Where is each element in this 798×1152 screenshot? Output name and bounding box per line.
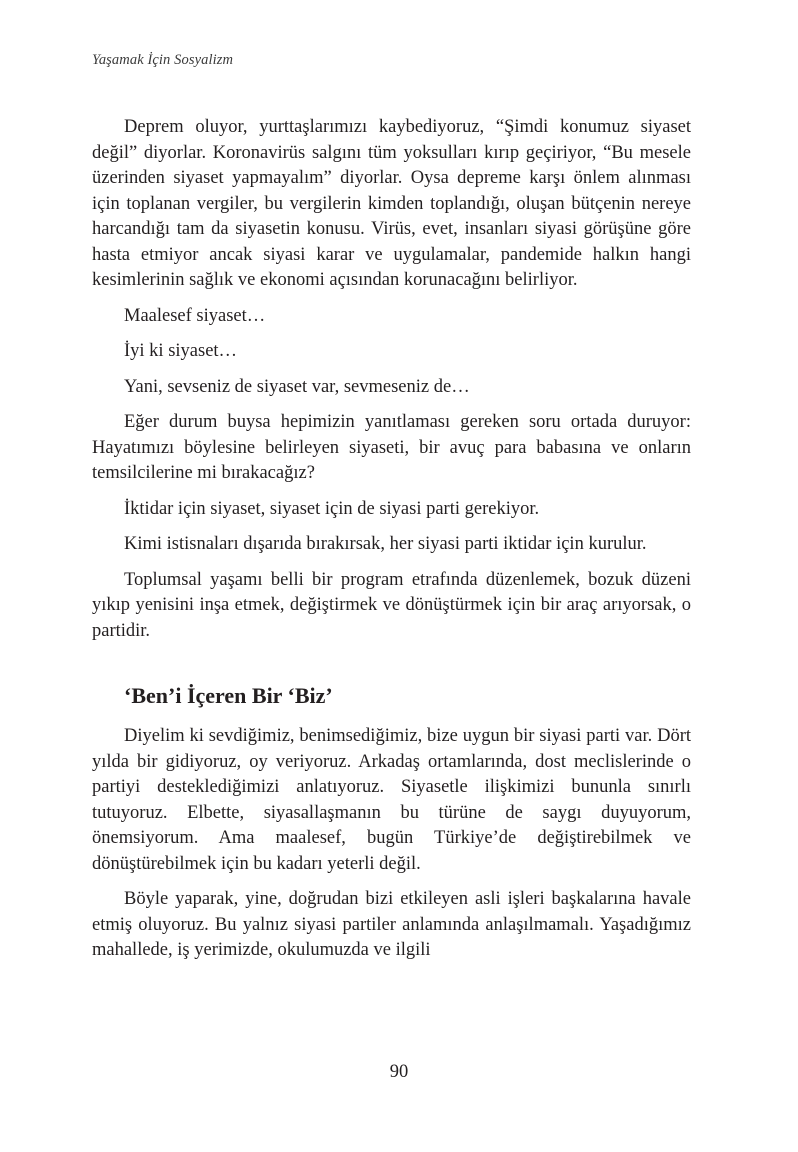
paragraph: İktidar için siyaset, siyaset için de siyasi parti gerekiyor.: [124, 498, 540, 519]
paragraph: Kimi istisnaları dışarıda bırakırsak, her siyasi parti iktidar için kurulur.: [124, 534, 647, 554]
section-heading: ‘Ben’i İçeren Bir ‘Biz’: [124, 683, 333, 708]
running-header: Yaşamak İçin Sosyalizm: [92, 52, 234, 68]
paragraph: Toplumsal yaşamı belli bir program etrafında düzenlemek, bozuk düzeni yıkıp yenisini inşa etmek, değiştirmek ve dönüştürmek için bir araç arıyorsak, o partidir.: [92, 569, 691, 641]
paragraph: Maalesef siyaset…: [124, 305, 266, 326]
paragraph: Yani, sevseniz de siyaset var, sevmeseniz de…: [124, 376, 470, 397]
paragraph: Diyelim ki sevdiğimiz, benimsediğimiz, bize uygun bir siyasi parti var. Dört yılda bir gidiyoruz, oy veriyoruz. Arkadaş ortamlarında, dost meclislerinde o partiyi desteklediğimizi anlatıyoruz. Siyasetle ilişkimizi bununla sınırlı tutuyoruz. Elbette, siyasallaşmanın bu türüne de saygı duyuyorum, önemsiyorum. Ama maalesef, bugün Türkiye’de değiştirebilmek ve dönüştürebilmek için bu kadarı yeterli değil.: [92, 726, 691, 874]
paragraph: Deprem oluyor, yurttaşlarımızı kaybediyoruz, “Şimdi konumuz siyaset değil” diyorlar. Koronavirüs salgını tüm yoksulları kırıp geçiriyor, “Bu mesele üzerinden siyaset yapmayalım” diyorlar. Oysa depreme karşı önlem alınması için toplanan vergiler, bu vergilerin kimden toplandığı, oluşan bütçenin nereye harcandığı tam da siyasetin konusu. Virüs, evet, insanları siyasi görüşüne göre hasta etmiyor ancak siyasi karar ve uygulamalar, pandemide halkın hangi kesimlerinin sağlık ve ekonomi açısından korunacağını belirliyor.: [92, 117, 691, 290]
paragraph: Böyle yaparak, yine, doğrudan bizi etkileyen asli işleri başkalarına havale etmiş oluyoruz. Bu yalnız siyasi partiler anlamında anlaşılmamalı. Yaşadığımız mahallede, iş yerimizde, okulumuzda ve ilgili: [92, 889, 691, 960]
page-number: 90: [389, 1062, 409, 1082]
paragraph: İyi ki siyaset…: [124, 341, 238, 361]
body-text: [92, 115, 691, 974]
paragraph: Eğer durum buysa hepimizin yanıtlaması gereken soru ortada duruyor: Hayatımızı böylesine belirleyen siyaseti, bir avuç para babasına ve onların temsilcilerine mi bırakacağız?: [92, 412, 691, 483]
